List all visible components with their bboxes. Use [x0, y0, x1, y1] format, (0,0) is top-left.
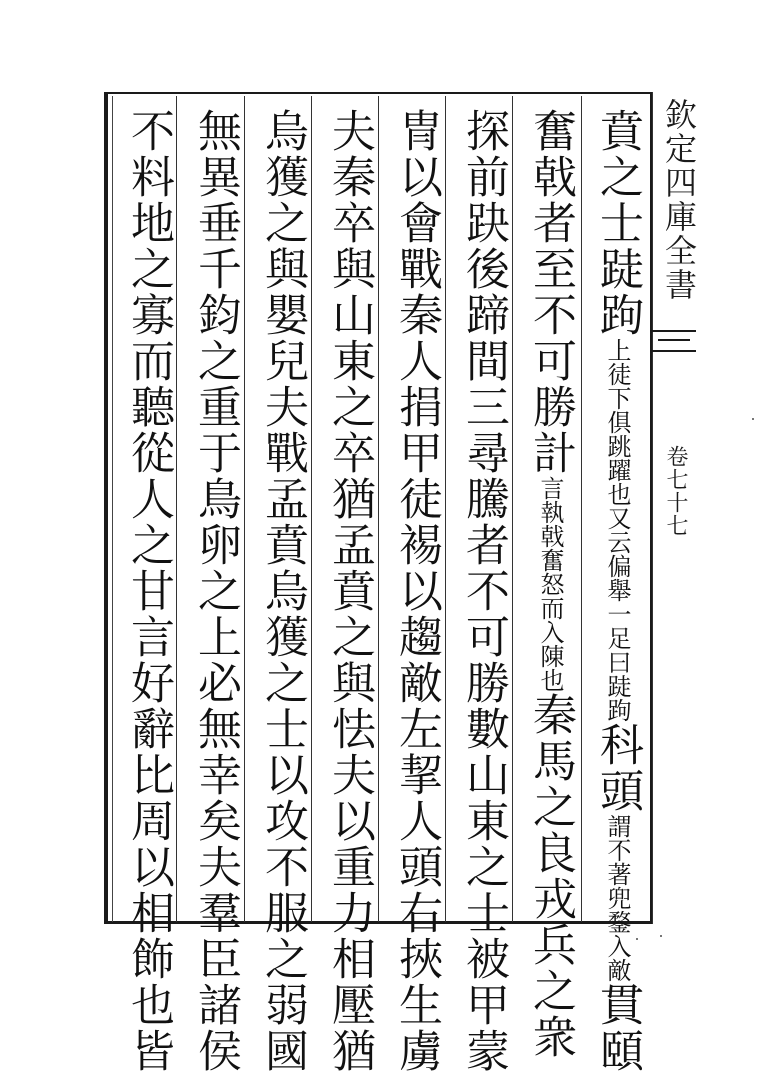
- main-text: 探前趹後蹄間三尋騰者不可勝數山東之士被甲蒙: [458, 108, 509, 1074]
- column-rule: [244, 96, 245, 922]
- running-head-volume: 卷七十七: [663, 445, 688, 537]
- annotation-text: 謂不著兜鍪入敵: [603, 814, 631, 982]
- text-column-4: [389, 108, 443, 1074]
- text-column-3: [456, 108, 510, 1074]
- running-head-title: 欽定四庫全書: [660, 98, 698, 302]
- text-column-7: [188, 108, 242, 1074]
- main-text: 秦馬之良戎兵之衆: [525, 692, 576, 1060]
- annotation-text: 上徒下俱跳躍也又云偏舉一足曰跿跔: [603, 338, 631, 722]
- column-rule: [445, 96, 446, 922]
- main-text: 科頭: [592, 722, 643, 814]
- column-rule: [378, 96, 379, 922]
- text-column-5: [322, 108, 376, 1074]
- scan-speck: [660, 935, 662, 937]
- text-column-1: [590, 108, 644, 1074]
- column-rule: [176, 96, 177, 922]
- column-rule: [311, 96, 312, 922]
- main-text: 奮戟者至不可勝計: [525, 108, 576, 476]
- fishtail-ornament: [652, 330, 696, 352]
- scan-speck: [752, 418, 754, 420]
- column-rule: [512, 96, 513, 922]
- text-column-2: [523, 108, 577, 1060]
- main-text: 夫秦卒與山東之卒猶孟賁之與怯夫以重力相壓猶: [324, 108, 375, 1074]
- main-text: 冑以會戰秦人捐甲徒裼以趨敵左挈人頭右挾生虜: [391, 108, 442, 1074]
- main-text: 不料地之寡而聽從人之甘言好辭比周以相飾也皆: [123, 108, 174, 1074]
- text-column-8: [121, 108, 175, 1074]
- main-text: 賁之士跿跔: [592, 108, 643, 338]
- main-text: 烏獲之與嬰兒夫戰孟賁烏獲之士以攻不服之弱國: [257, 108, 308, 1074]
- text-column-6: [255, 108, 309, 1074]
- annotation-text: 言執戟奮怒而入陳也: [536, 476, 564, 692]
- main-text: 無異垂千鈞之重于鳥卵之上必無幸矣夫羣臣諸侯: [190, 108, 241, 1074]
- main-text: 貫頤: [592, 982, 643, 1074]
- column-rule: [581, 96, 582, 922]
- scan-speck: [636, 938, 638, 940]
